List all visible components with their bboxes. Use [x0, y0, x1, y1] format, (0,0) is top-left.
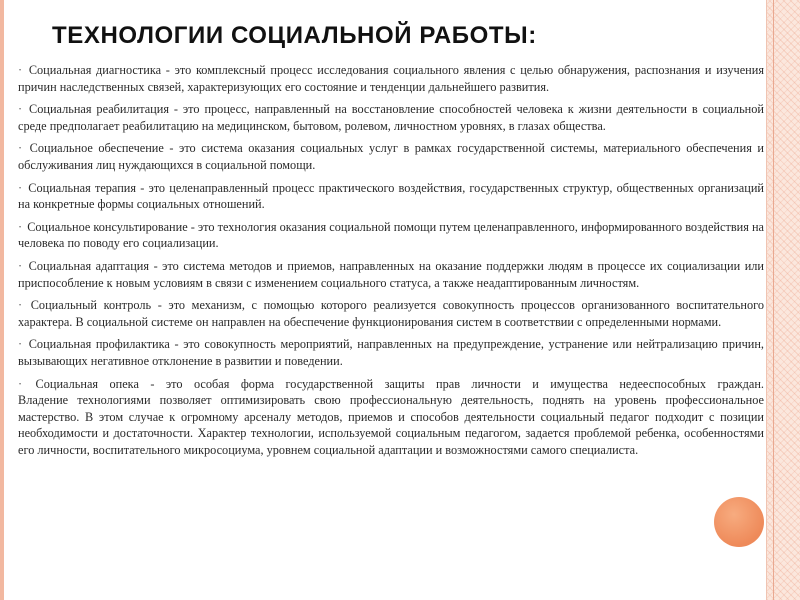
bullet-marker: · [18, 63, 23, 77]
bullet-marker: · [18, 298, 23, 313]
list-item-text: Социальная реабилитация - это процесс, направленный на восстановление способностей человека к жизни деятельности в социальной среде предполагает реабилитацию на медицинском, бытовом, ролевом, личностном уровнях, в глазах общества. [18, 102, 764, 133]
list-item-text: Социальное обеспечение - это система оказания социальных услуг в рамках государственной системы, материального обеспечения и обслуживания лиц нуждающихся в социальной помощи. [18, 141, 764, 172]
list-item-control [18, 297, 764, 330]
list-item-social-security [18, 140, 764, 173]
slide-title: ТЕХНОЛОГИИ СОЦИАЛЬНОЙ РАБОТЫ: [52, 22, 537, 49]
list-item-rehabilitation [18, 101, 764, 134]
list-item-guardianship [18, 376, 764, 393]
list-item-text: Социальная адаптация - это система методов и приемов, направленных на оказание поддержки людям в процессе их социализации или приспособление к новым условиям в связи с изменением социального статуса, а также неадаптированным личностям. [18, 258, 764, 290]
bullet-marker: · [18, 337, 23, 352]
list-item-text: Социальная профилактика - это совокупность мероприятий, направленных на предупреждение, устранение или нейтрализацию причин, вызывающих негативное отклонение в развитии и поведении. [18, 337, 764, 368]
bullet-marker: · [18, 376, 23, 391]
bullet-marker: · [18, 141, 23, 156]
list-item-text: Социальная терапия - это целенаправленный процесс практического воздействия, государственных структур, общественных организаций на конкретные формы социальных отношений. [18, 180, 764, 212]
list-item-prevention [18, 336, 764, 369]
list-item-consulting [18, 219, 764, 252]
list-item-therapy [18, 180, 764, 213]
left-accent-bar [0, 0, 4, 600]
slide-content [18, 62, 764, 458]
bullet-marker: · [18, 219, 23, 234]
list-item-text: Социальное консультирование - это технология оказания социальной помощи путем целенаправленного, информированного воздействия на человека по поводу его социализации. [18, 219, 765, 251]
bullet-marker: · [18, 180, 23, 195]
orange-circle-decoration [714, 497, 764, 547]
bullet-marker: · [18, 258, 23, 273]
list-item-diagnostics [18, 62, 764, 95]
list-item-text: Социальная опека - это особая форма государственной защиты прав личности и имущества недееспособных граждан. [35, 376, 764, 391]
list-item-text: Социальная диагностика - это комплексный процесс исследования социального явления с целью обнаружения, распознания и изучения причин наследственных связей, характеризующих его состояние и тенденции дальнейшего развития. [18, 63, 765, 94]
decorative-right-border [766, 0, 800, 600]
closing-paragraph: Владение технологиями позволяет оптимизировать свою профессиональную деятельность, поднять на уровень профессиональное мастерство. В этом случае к огромному арсеналу методов, приемов и способов деятельности социальный педагог подходит с позиции необходимости и достаточности. Характер технологии, используемой социальным педагогом, задается проблемой ребенка, особенностями его личности, воспитательного микросоциума, уровнем социальной адаптации и возможностями самого специалиста. [18, 393, 764, 457]
list-item-text: Социальный контроль - это механизм, с помощью которого реализуется совокупность процессов организованного воспитательного характера. В социальной системе он направлен на обеспечение функционирования систем в соответствии с определенными нормами. [18, 298, 764, 329]
bullet-marker: · [18, 102, 23, 117]
list-item-adaptation [18, 258, 764, 291]
